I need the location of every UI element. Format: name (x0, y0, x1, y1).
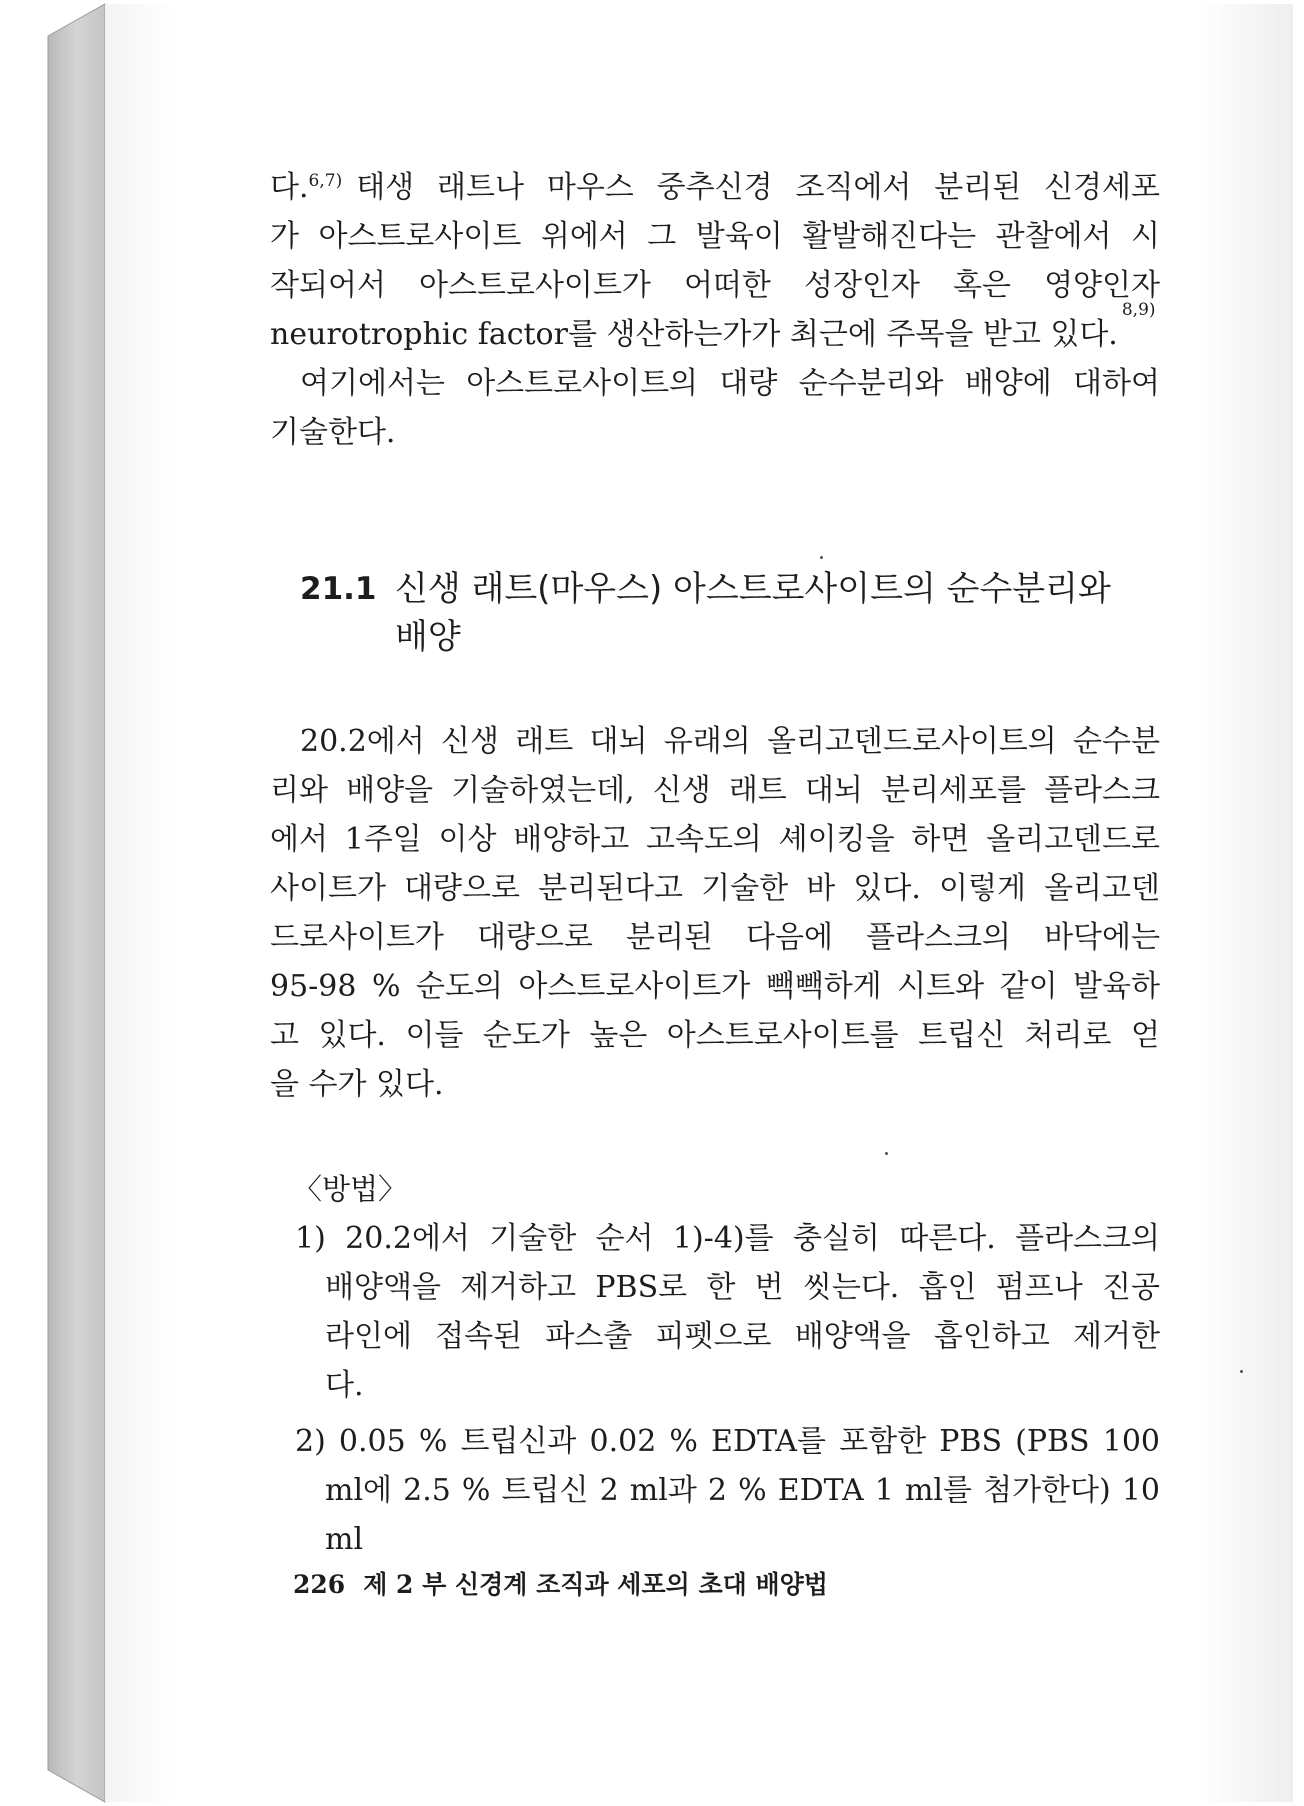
section-number: 21.1 (300, 571, 377, 607)
intro-line-5: 여기에서는 아스트로사이트의 대량 순수분리와 배양에 대하여 (300, 366, 1160, 401)
citation-superscript: 6,7) (308, 171, 343, 191)
running-title: 제 2 부 신경계 조직과 세포의 초대 배양법 (363, 1570, 828, 1599)
citation-superscript-2: 8,9) (1121, 300, 1156, 320)
para2-line-2: 리와 배양을 기술하였는데, 신생 래트 대뇌 분리세포를 플라스크 (270, 773, 1160, 808)
intro-line-1 (270, 163, 1160, 212)
intro-line-3: 작되어서 아스트로사이트가 어떠한 성장인자 혹은 영양인자 (270, 268, 1160, 303)
para2-line-3: 에서 1주일 이상 배양하고 고속도의 셰이킹을 하면 올리고덴드로 (270, 822, 1160, 857)
para2-line-5: 드로사이트가 대량으로 분리된 다음에 플라스크의 바닥에는 (270, 920, 1160, 955)
section-title (395, 565, 1160, 661)
page-footer (293, 1565, 828, 1605)
para2-line-6: 95-98 % 순도의 아스트로사이트가 빽빽하게 시트와 같이 발육하 (270, 969, 1160, 1004)
intro-line-6: 기술한다. (270, 415, 396, 450)
para2-line-8: 을 수가 있다. (270, 1067, 444, 1102)
method-item-2-line-1: 2) 0.05 % 트립신과 0.02 % EDTA를 포함한 PBS (PBS 100 (295, 1424, 1160, 1459)
para2-line-7: 고 있다. 이들 순도가 높은 아스트로사이트를 트립신 처리로 얻 (270, 1018, 1160, 1053)
method-item-1-line-3: 라인에 접속된 파스출 피펫으로 배양액을 흡인하고 제거한 (325, 1319, 1160, 1354)
method-item-1-line-2: 배양액을 제거하고 PBS로 한 번 씻는다. 흡인 펌프나 진공 (325, 1270, 1160, 1305)
section-title-line-2: 배양 (395, 617, 461, 657)
para2-line-1: 20.2에서 신생 래트 대뇌 유래의 올리고덴드로사이트의 순수분 (300, 724, 1160, 759)
para2-line-4: 사이트가 대량으로 분리된다고 기술한 바 있다. 이렇게 올리고덴 (270, 871, 1160, 906)
intro-line-2: 가 아스트로사이트 위에서 그 발육이 활발해진다는 관찰에서 시 (270, 219, 1160, 254)
scan-speck (1240, 1370, 1243, 1373)
section-title-line-1: 신생 래트(마우스) 아스트로사이트의 순수분리와 (395, 569, 1111, 609)
intro-line-4 (270, 300, 1160, 359)
intro-line1-start: 다. (270, 170, 309, 205)
page-number: 226 (293, 1570, 346, 1599)
method-item-1-line-1: 1) 20.2에서 기술한 순서 1)-4)를 충실히 따른다. 플라스크의 (295, 1221, 1160, 1256)
method-label: 〈방법〉 (293, 1172, 408, 1206)
scan-speck (820, 556, 823, 559)
method-item-1-line-4: 다. (325, 1368, 364, 1403)
intro-line1-rest: 태생 래트나 마우스 중추신경 조직에서 분리된 신경세포 (356, 170, 1160, 205)
method-item-2-line-2: ml에 2.5 % 트립신 2 ml과 2 % EDTA 1 ml를 첨가한다) 10 ml (325, 1473, 1160, 1557)
scan-speck (885, 1152, 888, 1155)
intro-line4-text: neurotrophic factor를 생산하는가가 최근에 주목을 받고 있다. (270, 317, 1118, 352)
